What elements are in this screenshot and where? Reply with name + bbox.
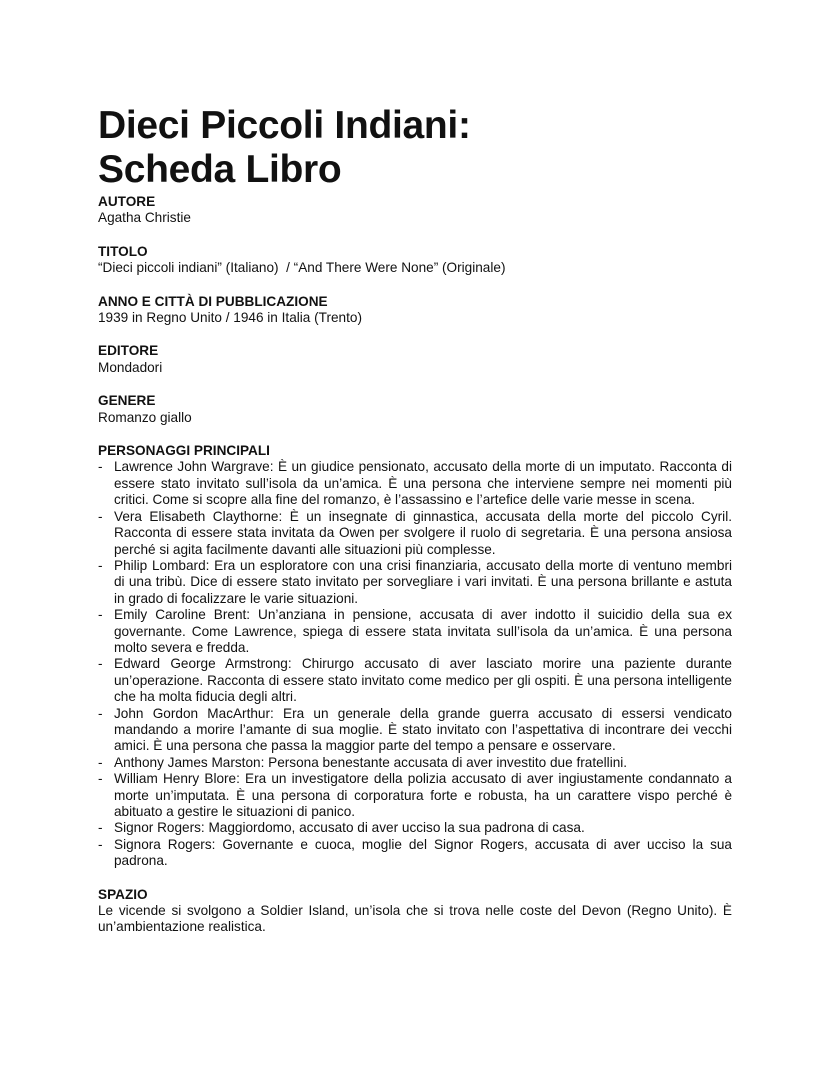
section-title-editore: EDITORE xyxy=(98,343,159,359)
section-title-anno: ANNO E CITTÀ DI PUBBLICAZIONE xyxy=(98,293,328,309)
list-item xyxy=(98,771,732,820)
section-value-titolo: “Dieci piccoli indiani” (Italiano) / “And There Were None” (Originale) xyxy=(98,260,506,276)
bullet-dash: - xyxy=(98,771,103,787)
character-description: Philip Lombard: Era un esploratore con una crisi finanziaria, accusato della morte di ventuno membri di una tribù. Dice di essere stato invitato per sorvegliare i vari invitati. È una persona brillante e astuta in grado di focalizzare le varie situazioni. xyxy=(114,557,732,606)
list-item xyxy=(98,755,732,771)
character-list xyxy=(98,459,732,869)
character-description: Vera Elisabeth Claythorne: È un insegnate di ginnastica, accusata della morte del piccolo Cyril. Racconta di essere stata invitata da Owen per svolgere il ruolo di segretaria. È una persona ansiosa perché si agita facilmente davanti alle situazioni più complesse. xyxy=(114,508,732,557)
character-description: Edward George Armstrong: Chirurgo accusato di aver lasciato morire una paziente durante un’operazione. Racconta di essere stato invitato come medico per gli ospiti. È una persona intelligente che ha molta fiducia degli altri. xyxy=(114,656,732,705)
bullet-dash: - xyxy=(98,557,103,573)
bullet-dash: - xyxy=(98,754,103,770)
bullet-dash: - xyxy=(98,607,103,623)
bullet-dash: - xyxy=(98,836,103,852)
character-description: John Gordon MacArthur: Era un generale della grande guerra accusato di essersi vendicato mandando a morire l’amante di sua moglie. È stato invitato con l’aspettativa di incontrare dei vecchi amici. È una persona che passa la maggior parte del tempo a pensare e osservare. xyxy=(114,705,732,754)
bullet-dash: - xyxy=(98,820,103,836)
bullet-dash: - xyxy=(98,508,103,524)
section-spazio xyxy=(98,887,732,936)
section-title-personaggi: PERSONAGGI PRINCIPALI xyxy=(98,443,270,459)
section-value-genere: Romanzo giallo xyxy=(98,409,192,425)
list-item xyxy=(98,656,732,705)
character-description: Signora Rogers: Governante e cuoca, moglie del Signor Rogers, accusata di aver ucciso la sua padrona. xyxy=(114,836,732,869)
section-autore xyxy=(98,194,732,227)
list-item xyxy=(98,837,732,870)
section-title-genere: GENERE xyxy=(98,393,156,409)
bullet-dash: - xyxy=(98,705,103,721)
document-page xyxy=(98,104,732,936)
list-item xyxy=(98,706,732,755)
list-item xyxy=(98,558,732,607)
bullet-dash: - xyxy=(98,656,103,672)
list-item xyxy=(98,459,732,508)
section-value-autore: Agatha Christie xyxy=(98,210,191,226)
document-title xyxy=(98,104,732,192)
list-item xyxy=(98,607,732,656)
character-description: William Henry Blore: Era un investigatore della polizia accusato di aver ingiustamente condannato a morte un’imputata. È una persona di corporatura forte e robusta, ha un carattere vispo perché è abituato a gestire le situazioni di panico. xyxy=(114,771,732,819)
section-title-spazio: SPAZIO xyxy=(98,886,148,902)
character-description: Lawrence John Wargrave: È un giudice pensionato, accusato della morte di un imputato. Racconta di essere stato invitato sull’isola da un’amica. È una persona che interviene sempre nei momenti più critici. Come si scopre alla fine del romanzo, è l’assassino e l’artefice delle varie messe in scena. xyxy=(114,459,732,508)
character-description: Anthony James Marston: Persona benestante accusata di aver investito due fratellini. xyxy=(114,754,628,770)
list-item xyxy=(98,509,732,558)
title-line-2: Scheda Libro xyxy=(98,148,342,191)
character-description: Signor Rogers: Maggiordomo, accusato di aver ucciso la sua padrona di casa. xyxy=(114,820,585,836)
section-titolo xyxy=(98,244,732,277)
section-value-anno: 1939 in Regno Unito / 1946 in Italia (Trento) xyxy=(98,310,362,326)
section-anno xyxy=(98,294,732,327)
section-editore xyxy=(98,343,732,376)
bullet-dash: - xyxy=(98,459,103,475)
title-line-1: Dieci Piccoli Indiani: xyxy=(98,104,471,147)
section-title-autore: AUTORE xyxy=(98,194,156,209)
character-description: Emily Caroline Brent: Un’anziana in pensione, accusata di aver indotto il suicidio della sua ex governante. Come Lawrence, spiega di essere stata invitata sull’isola da un’amica. È una persona molto severa e fredda. xyxy=(114,607,732,655)
section-genere xyxy=(98,393,732,426)
section-value-spazio: Le vicende si svolgono a Soldier Island, un’isola che si trova nelle coste del Devon (Regno Unito). È un’ambientazione realistica. xyxy=(98,903,732,935)
section-personaggi xyxy=(98,443,732,870)
section-title-titolo: TITOLO xyxy=(98,243,148,259)
section-value-editore: Mondadori xyxy=(98,359,163,375)
list-item xyxy=(98,820,732,836)
